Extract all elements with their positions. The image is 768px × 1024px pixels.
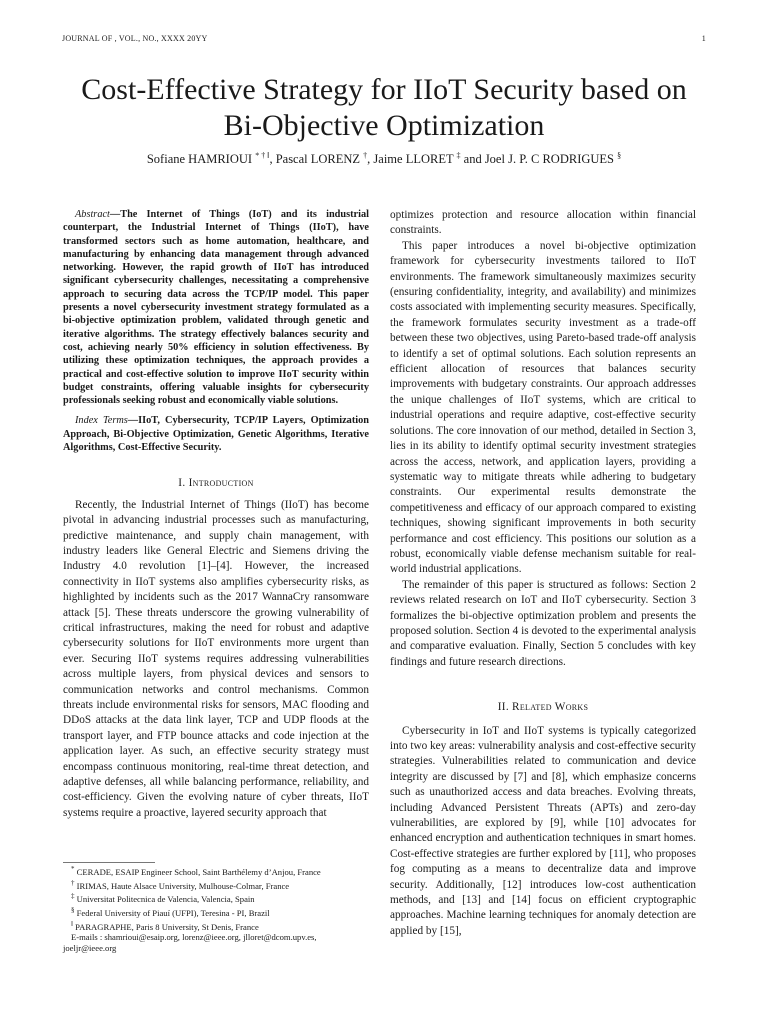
footnote-3 (63, 891, 369, 905)
author-3: , Jaime LLORET (367, 152, 454, 167)
footnote-emails: E-mails : shamrioui@esaip.org, lorenz@ieee.org, jlloret@dcom.upv.es, joeljr@ieee.org (63, 932, 317, 954)
footnote-rule (63, 862, 155, 863)
author-1-affiliations: * † ‖ (255, 151, 270, 160)
author-3-affiliations: ‡ (456, 151, 461, 160)
index-terms-label: Index Terms (75, 415, 128, 427)
author-4-affiliations: § (617, 151, 622, 160)
footnote-text: Universitat Politecnica de Valencia, Valencia, Spain (76, 894, 255, 905)
abstract-label: Abstract (75, 209, 110, 220)
author-4: and Joel J. P. C RODRIGUES (460, 152, 615, 167)
journal-line: JOURNAL OF , VOL., NO., XXXX 20YY (62, 34, 208, 43)
left-column (63, 208, 369, 821)
page-number: 1 (701, 34, 706, 43)
intro-paragraph-2: This paper introduces a novel bi-objective optimization framework for cybersecurity investments tailored to IIoT environments. The framework simultaneously maximizes security (ensuring confidentiality, integrity, and availability) and minimizes costs associated with implementing security measures. Specifically, the framework formulates security investment as a trade-off between these two objectives, using Pareto-based trade-off analysis to identify a set of optimal solutions. Each solution represents an efficient allocation of resources that balances security improvements with budgetary constraints. Our approach addresses the unique challenges of IIoT systems, which are critical to industrial operations and require adaptive, cost-effective security solutions. The core innovation of our method, detailed in Section 3, lies in its ability to identify optimal security investment strategies across the access, network, and application layers, providing a systematic way to mitigate threats while adhering to budgetary constraints. Our experimental results demonstrate the competitiveness and efficacy of our approach compared to existing techniques, showing significant improvements in both security performance and cost efficiency. This positions our solution as a robust, economically viable defense mechanism suitable for real-world industrial applications. (390, 239, 696, 576)
index-terms-text: —IIoT, Cybersecurity, TCP/IP Layers, Optimization Approach, Bi-Objective Optimization, Genetic Algorithms, Iterative Algorithms, Cost-Effective Security. (63, 415, 369, 454)
running-header (62, 34, 706, 46)
footnote-mark: § (71, 905, 75, 914)
footnote-2 (63, 878, 369, 892)
footnote-text: PARAGRAPHE, Paris 8 University, St Denis, France (75, 921, 259, 932)
right-column (390, 208, 696, 939)
footnote-mark: * (71, 865, 75, 873)
title-line-1: Cost-Effective Strategy for IIoT Security based on (81, 73, 687, 106)
related-paragraph-1: Cybersecurity in IoT and IIoT systems is typically categorized into two key areas: vulnerability analysis and cost-effective security strategies. Vulnerabilities related to communication and device integrity are discussed by [7] and [8], which emphasize concerns such as unauthorized access and data breaches. Evolving threats, including Advanced Persistent Threats (APTs) and zero-day vulnerabilities, are explored by [9], while [10] advocates for enhanced encryption and authentication techniques in smart homes. Cost-effective strategies are further explored by [11], who proposes fog computing as a means to decentralize data and improve security. Additionally, [12] introduces low-cost authentication methods, and [13] and [14] focus on efficient cryptographic approaches. Machine learning techniques for anomaly detection are applied by [15], (390, 724, 696, 937)
author-2: , Pascal LORENZ (269, 152, 361, 167)
intro-paragraph-1: Recently, the Industrial Internet of Things (IIoT) has become pivotal in advancing industrial processes such as manufacturing, predictive maintenance, and supply chain management, with industry leaders like General Electric and Siemens driving the Industry 4.0 revolution [1]–[4]. However, the increased connectivity in IIoT systems also amplifies cybersecurity risks, as highlighted by incidents such as the 2017 WannaCry ransomware attack [5]. These threats underscore the growing vulnerability of critical infrastructures, making the need for robust and adaptive cybersecurity solutions for IIoT environments more urgent than ever. Securing IIoT systems requires addressing vulnerabilities across multiple layers, from physical devices and sensors to communication networks and control mechanisms. Common threats include environmental risks for sensors, MAC flooding and DDoS attacks at the data link layer, TCP and UDP floods at the transport layer, and FTP bounce attacks and code injection at the application layer. As such, an effective security strategy must encompass continuous monitoring, real-time threat detection, and adaptive defenses, all while balancing performance, reliability, and cost-efficiency. Given the evolving nature of cyber threats, IIoT systems require a proactive, layered security approach that (63, 498, 369, 819)
footnote-5 (63, 919, 369, 933)
footnote-text: IRIMAS, Haute Alsace University, Mulhouse-Colmar, France (76, 880, 290, 891)
footnote-mark: † (71, 878, 75, 887)
footnote-mark: ‡ (71, 892, 75, 901)
footnote-4 (63, 905, 369, 919)
paper-title (40, 72, 728, 144)
footnote-mark: ‖ (71, 919, 73, 928)
section-heading-related-works: II. Related Works (497, 701, 589, 714)
section-heading-introduction: I. Introduction (178, 477, 254, 490)
intro-paragraph-continued: optimizes protection and resource allocation within financial constraints. (390, 209, 696, 237)
index-terms (63, 414, 369, 454)
intro-paragraph-3: The remainder of this paper is structured as follows: Section 2 reviews related research on IoT and IIoT cybersecurity. Section 3 formalizes the bi-objective optimization problem and presents the proposed solution. Section 4 is devoted to the experimental analysis and comparative evaluation. Finally, Section 5 concludes with key findings and future research directions. (390, 578, 696, 668)
abstract (63, 208, 369, 407)
title-line-2: Bi-Objective Optimization (223, 109, 545, 142)
author-list (40, 151, 728, 167)
footnote-text: Federal University of Piauí (UFPI), Teresina - PI, Brazil (76, 907, 270, 918)
author-1: Sofiane HAMRIOUI (146, 152, 253, 167)
footnote-text: CERADE, ESAIP Engineer School, Saint Barthélemy d’Anjou, France (76, 866, 321, 877)
abstract-text: —The Internet of Things (IoT) and its industrial counterpart, the Industrial Internet of Things (IIoT), have transformed sectors such as home automation, healthcare, and manufacturing by enhancing data management through advanced networking. However, the rapid growth of IIoT has introduced significant cybersecurity challenges, necessitating a comprehensive approach to securing data across the TCP/IP model. This paper presents a novel cybersecurity investment strategy formulated as a bi-objective optimization problem, validated through genetic and iterative algorithms. The strategy effectively balances security and cost, achieving nearly 50% efficiency in solution effectiveness. By utilizing these optimization techniques, the approach provides a practical and cost-effective solution to improve IIoT security within budget constraints, offering valuable insights for cybersecurity professionals seeking robust and economically viable solutions. (63, 209, 369, 407)
author-2-affiliations: † (363, 151, 368, 160)
footnotes (63, 864, 369, 954)
footnote-1 (63, 864, 369, 878)
